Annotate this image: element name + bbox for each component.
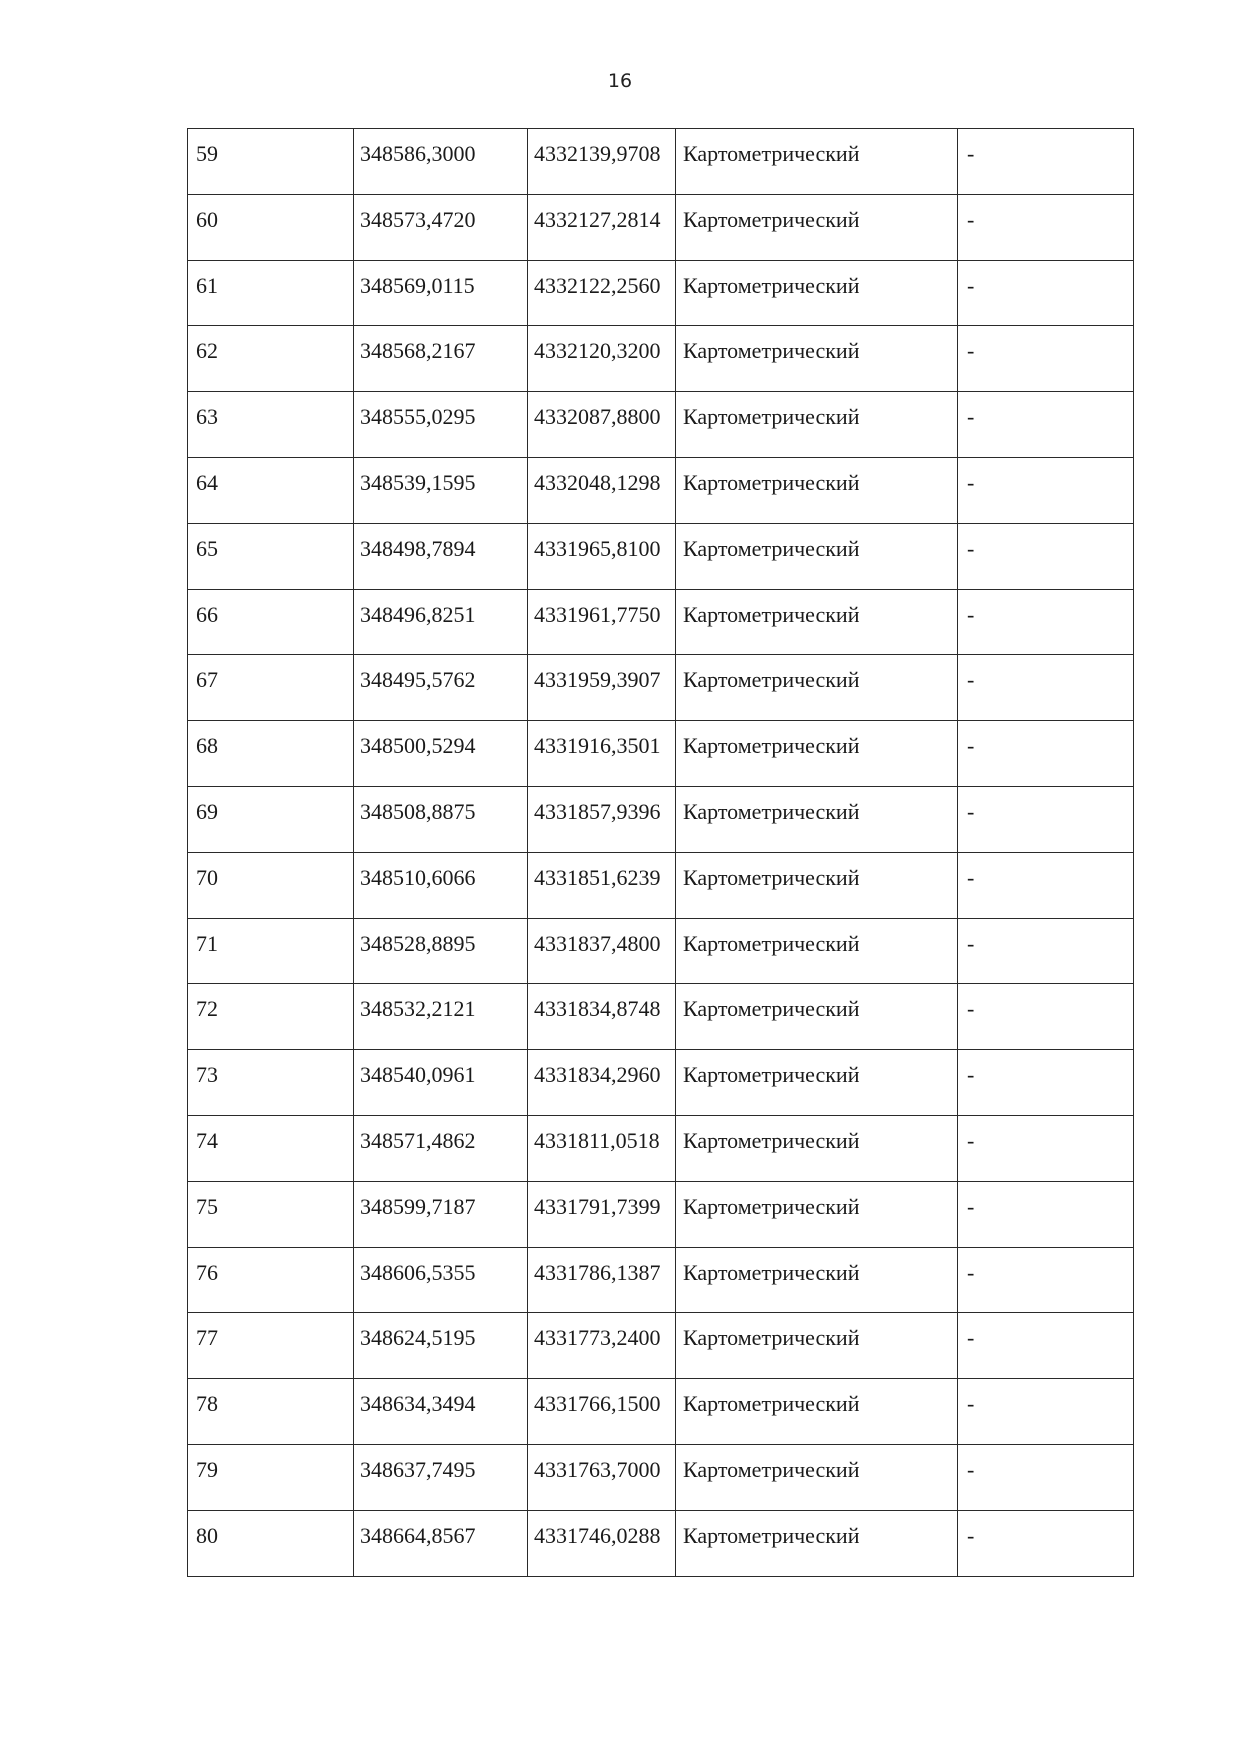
x-coordinate-cell [354, 1379, 528, 1445]
method-cell-text: Картометрический [683, 1259, 860, 1285]
table-row [188, 1181, 1134, 1247]
method-cell-text: Картометрический [683, 601, 860, 627]
point-number-cell-text: 66 [196, 601, 218, 627]
x-coordinate-cell-text: 348586,3000 [360, 141, 476, 166]
point-number-cell-text: 76 [196, 1259, 218, 1285]
x-coordinate-cell [354, 260, 528, 326]
x-coordinate-cell [354, 1050, 528, 1116]
x-coordinate-cell [354, 392, 528, 458]
note-cell [958, 129, 1134, 195]
point-number-cell-text: 62 [196, 338, 218, 364]
note-cell [958, 523, 1134, 589]
x-coordinate-cell-text: 348510,6066 [360, 864, 476, 890]
point-number-cell [188, 260, 354, 326]
y-coordinate-cell [528, 655, 676, 721]
note-cell [958, 1050, 1134, 1116]
y-coordinate-cell-text: 4332127,2814 [534, 206, 661, 232]
point-number-cell [188, 457, 354, 523]
method-cell-text: Картометрический [683, 1325, 860, 1351]
method-cell-text: Картометрический [683, 1522, 860, 1548]
note-cell-text: - [967, 1391, 975, 1417]
method-cell [676, 1510, 958, 1576]
method-cell-text: Картометрический [683, 798, 860, 824]
note-cell-text: - [967, 996, 975, 1022]
note-cell [958, 260, 1134, 326]
note-cell-text: - [967, 1259, 975, 1285]
note-cell [958, 721, 1134, 787]
method-cell-text: Картометрический [683, 141, 860, 166]
method-cell-text: Картометрический [683, 404, 860, 430]
note-cell-text: - [967, 601, 975, 627]
method-cell [676, 1444, 958, 1510]
x-coordinate-cell [354, 194, 528, 260]
note-cell-text: - [967, 733, 975, 759]
x-coordinate-cell-text: 348569,0115 [360, 272, 475, 298]
table-row [188, 786, 1134, 852]
y-coordinate-cell [528, 1115, 676, 1181]
point-number-cell-text: 72 [196, 996, 218, 1022]
x-coordinate-cell-text: 348637,7495 [360, 1456, 476, 1482]
x-coordinate-cell-text: 348599,7187 [360, 1193, 476, 1219]
coordinates-table-body [188, 129, 1134, 1577]
method-cell [676, 129, 958, 195]
x-coordinate-cell-text: 348624,5195 [360, 1325, 476, 1351]
point-number-cell-text: 64 [196, 469, 218, 495]
x-coordinate-cell-text: 348573,4720 [360, 206, 476, 232]
point-number-cell-text: 74 [196, 1127, 218, 1153]
x-coordinate-cell [354, 655, 528, 721]
x-coordinate-cell-text: 348508,8875 [360, 798, 476, 824]
point-number-cell [188, 1510, 354, 1576]
table-row [188, 1379, 1134, 1445]
note-cell-text: - [967, 338, 975, 364]
point-number-cell-text: 75 [196, 1193, 218, 1219]
method-cell [676, 457, 958, 523]
method-cell [676, 523, 958, 589]
method-cell-text: Картометрический [683, 996, 860, 1022]
x-coordinate-cell [354, 721, 528, 787]
x-coordinate-cell-text: 348540,0961 [360, 1062, 476, 1088]
x-coordinate-cell [354, 1115, 528, 1181]
table-row [188, 523, 1134, 589]
method-cell [676, 984, 958, 1050]
x-coordinate-cell-text: 348568,2167 [360, 338, 476, 364]
x-coordinate-cell [354, 457, 528, 523]
point-number-cell [188, 326, 354, 392]
method-cell [676, 1379, 958, 1445]
table-row [188, 129, 1134, 195]
x-coordinate-cell [354, 918, 528, 984]
method-cell [676, 1247, 958, 1313]
method-cell [676, 655, 958, 721]
y-coordinate-cell-text: 4331959,3907 [534, 667, 661, 693]
point-number-cell [188, 1115, 354, 1181]
y-coordinate-cell [528, 1313, 676, 1379]
point-number-cell-text: 63 [196, 404, 218, 430]
table-row [188, 1444, 1134, 1510]
note-cell [958, 1510, 1134, 1576]
y-coordinate-cell-text: 4331834,8748 [534, 996, 661, 1022]
y-coordinate-cell [528, 1444, 676, 1510]
method-cell-text: Картометрический [683, 272, 860, 298]
note-cell [958, 1313, 1134, 1379]
method-cell-text: Картометрический [683, 1456, 860, 1482]
table-row [188, 1050, 1134, 1116]
coordinates-table [187, 128, 1134, 1577]
method-cell [676, 721, 958, 787]
x-coordinate-cell-text: 348496,8251 [360, 601, 476, 627]
y-coordinate-cell [528, 1181, 676, 1247]
note-cell [958, 1247, 1134, 1313]
x-coordinate-cell-text: 348528,8895 [360, 930, 476, 956]
point-number-cell [188, 194, 354, 260]
x-coordinate-cell-text: 348539,1595 [360, 469, 476, 495]
note-cell [958, 392, 1134, 458]
method-cell-text: Картометрический [683, 1391, 860, 1417]
point-number-cell-text: 67 [196, 667, 218, 693]
y-coordinate-cell-text: 4332139,9708 [534, 141, 661, 166]
x-coordinate-cell [354, 1510, 528, 1576]
method-cell [676, 326, 958, 392]
y-coordinate-cell [528, 194, 676, 260]
point-number-cell [188, 1247, 354, 1313]
note-cell [958, 1444, 1134, 1510]
method-cell-text: Картометрический [683, 1062, 860, 1088]
method-cell [676, 852, 958, 918]
note-cell-text: - [967, 206, 975, 232]
x-coordinate-cell-text: 348498,7894 [360, 535, 476, 561]
point-number-cell-text: 69 [196, 798, 218, 824]
x-coordinate-cell [354, 523, 528, 589]
y-coordinate-cell-text: 4331811,0518 [534, 1127, 660, 1153]
y-coordinate-cell-text: 4331746,0288 [534, 1522, 661, 1548]
point-number-cell-text: 59 [196, 141, 218, 166]
point-number-cell [188, 655, 354, 721]
x-coordinate-cell [354, 589, 528, 655]
table-row [188, 721, 1134, 787]
note-cell-text: - [967, 1456, 975, 1482]
x-coordinate-cell [354, 852, 528, 918]
note-cell-text: - [967, 667, 975, 693]
method-cell-text: Картометрический [683, 338, 860, 364]
point-number-cell-text: 80 [196, 1522, 218, 1548]
y-coordinate-cell [528, 457, 676, 523]
y-coordinate-cell-text: 4331857,9396 [534, 798, 661, 824]
x-coordinate-cell-text: 348500,5294 [360, 733, 476, 759]
y-coordinate-cell-text: 4331834,2960 [534, 1062, 661, 1088]
point-number-cell [188, 984, 354, 1050]
y-coordinate-cell-text: 4331965,8100 [534, 535, 661, 561]
method-cell-text: Картометрический [683, 535, 860, 561]
note-cell [958, 852, 1134, 918]
note-cell [958, 786, 1134, 852]
method-cell-text: Картометрический [683, 667, 860, 693]
method-cell [676, 194, 958, 260]
table-row [188, 194, 1134, 260]
point-number-cell [188, 589, 354, 655]
x-coordinate-cell-text: 348532,2121 [360, 996, 476, 1022]
method-cell-text: Картометрический [683, 733, 860, 759]
x-coordinate-cell [354, 984, 528, 1050]
x-coordinate-cell [354, 129, 528, 195]
note-cell-text: - [967, 404, 975, 430]
x-coordinate-cell [354, 1444, 528, 1510]
note-cell-text: - [967, 272, 975, 298]
point-number-cell [188, 918, 354, 984]
y-coordinate-cell [528, 786, 676, 852]
y-coordinate-cell-text: 4331786,1387 [534, 1259, 661, 1285]
table-row [188, 1115, 1134, 1181]
point-number-cell [188, 1313, 354, 1379]
point-number-cell-text: 71 [196, 930, 218, 956]
y-coordinate-cell [528, 523, 676, 589]
y-coordinate-cell-text: 4331766,1500 [534, 1391, 661, 1417]
y-coordinate-cell [528, 984, 676, 1050]
y-coordinate-cell [528, 1379, 676, 1445]
y-coordinate-cell [528, 1510, 676, 1576]
point-number-cell [188, 852, 354, 918]
table-row [188, 1510, 1134, 1576]
table-row [188, 984, 1134, 1050]
note-cell-text: - [967, 798, 975, 824]
x-coordinate-cell-text: 348606,5355 [360, 1259, 476, 1285]
note-cell [958, 1379, 1134, 1445]
x-coordinate-cell [354, 1313, 528, 1379]
point-number-cell-text: 77 [196, 1325, 218, 1351]
table-row [188, 260, 1134, 326]
note-cell [958, 1115, 1134, 1181]
point-number-cell [188, 129, 354, 195]
table-row [188, 589, 1134, 655]
y-coordinate-cell [528, 852, 676, 918]
method-cell [676, 1313, 958, 1379]
point-number-cell-text: 73 [196, 1062, 218, 1088]
method-cell-text: Картометрический [683, 930, 860, 956]
note-cell [958, 194, 1134, 260]
y-coordinate-cell [528, 1050, 676, 1116]
point-number-cell [188, 392, 354, 458]
point-number-cell-text: 68 [196, 733, 218, 759]
y-coordinate-cell-text: 4331961,7750 [534, 601, 661, 627]
y-coordinate-cell-text: 4331763,7000 [534, 1456, 661, 1482]
table-row [188, 655, 1134, 721]
note-cell-text: - [967, 141, 975, 166]
note-cell-text: - [967, 930, 975, 956]
x-coordinate-cell-text: 348495,5762 [360, 667, 476, 693]
y-coordinate-cell-text: 4332087,8800 [534, 404, 661, 430]
y-coordinate-cell-text: 4331837,4800 [534, 930, 661, 956]
table-row [188, 918, 1134, 984]
y-coordinate-cell [528, 326, 676, 392]
point-number-cell [188, 1444, 354, 1510]
x-coordinate-cell [354, 1181, 528, 1247]
y-coordinate-cell-text: 4332122,2560 [534, 272, 661, 298]
method-cell-text: Картометрический [683, 469, 860, 495]
method-cell [676, 1181, 958, 1247]
point-number-cell-text: 65 [196, 535, 218, 561]
method-cell [676, 786, 958, 852]
y-coordinate-cell [528, 260, 676, 326]
table-row [188, 457, 1134, 523]
x-coordinate-cell [354, 786, 528, 852]
y-coordinate-cell-text: 4331773,2400 [534, 1325, 661, 1351]
x-coordinate-cell-text: 348571,4862 [360, 1127, 476, 1153]
note-cell-text: - [967, 1127, 975, 1153]
method-cell [676, 392, 958, 458]
note-cell [958, 589, 1134, 655]
note-cell-text: - [967, 864, 975, 890]
note-cell [958, 1181, 1134, 1247]
method-cell [676, 918, 958, 984]
page-number: 16 [607, 70, 633, 92]
y-coordinate-cell [528, 918, 676, 984]
note-cell-text: - [967, 1062, 975, 1088]
note-cell-text: - [967, 1325, 975, 1351]
method-cell [676, 1050, 958, 1116]
y-coordinate-cell [528, 129, 676, 195]
y-coordinate-cell-text: 4331791,7399 [534, 1193, 661, 1219]
method-cell [676, 1115, 958, 1181]
note-cell [958, 457, 1134, 523]
method-cell-text: Картометрический [683, 1127, 860, 1153]
x-coordinate-cell [354, 1247, 528, 1313]
y-coordinate-cell-text: 4331851,6239 [534, 864, 661, 890]
point-number-cell [188, 1050, 354, 1116]
method-cell-text: Картометрический [683, 1193, 860, 1219]
x-coordinate-cell-text: 348555,0295 [360, 404, 476, 430]
x-coordinate-cell [354, 326, 528, 392]
note-cell [958, 984, 1134, 1050]
point-number-cell-text: 60 [196, 206, 218, 232]
y-coordinate-cell-text: 4332120,3200 [534, 338, 661, 364]
y-coordinate-cell [528, 721, 676, 787]
note-cell-text: - [967, 469, 975, 495]
table-row [188, 326, 1134, 392]
note-cell [958, 918, 1134, 984]
y-coordinate-cell-text: 4331916,3501 [534, 733, 661, 759]
y-coordinate-cell [528, 589, 676, 655]
y-coordinate-cell [528, 1247, 676, 1313]
point-number-cell [188, 786, 354, 852]
point-number-cell [188, 1181, 354, 1247]
note-cell-text: - [967, 535, 975, 561]
method-cell-text: Картометрический [683, 206, 860, 232]
table-row [188, 1247, 1134, 1313]
table-row [188, 392, 1134, 458]
point-number-cell [188, 523, 354, 589]
table-row [188, 1313, 1134, 1379]
method-cell [676, 589, 958, 655]
y-coordinate-cell-text: 4332048,1298 [534, 469, 661, 495]
x-coordinate-cell-text: 348664,8567 [360, 1522, 476, 1548]
table-row [188, 852, 1134, 918]
x-coordinate-cell-text: 348634,3494 [360, 1391, 476, 1417]
method-cell [676, 260, 958, 326]
point-number-cell-text: 79 [196, 1456, 218, 1482]
point-number-cell-text: 61 [196, 272, 218, 298]
point-number-cell-text: 70 [196, 864, 218, 890]
note-cell-text: - [967, 1522, 975, 1548]
y-coordinate-cell [528, 392, 676, 458]
method-cell-text: Картометрический [683, 864, 860, 890]
point-number-cell [188, 721, 354, 787]
note-cell [958, 326, 1134, 392]
note-cell-text: - [967, 1193, 975, 1219]
point-number-cell-text: 78 [196, 1391, 218, 1417]
note-cell [958, 655, 1134, 721]
point-number-cell [188, 1379, 354, 1445]
